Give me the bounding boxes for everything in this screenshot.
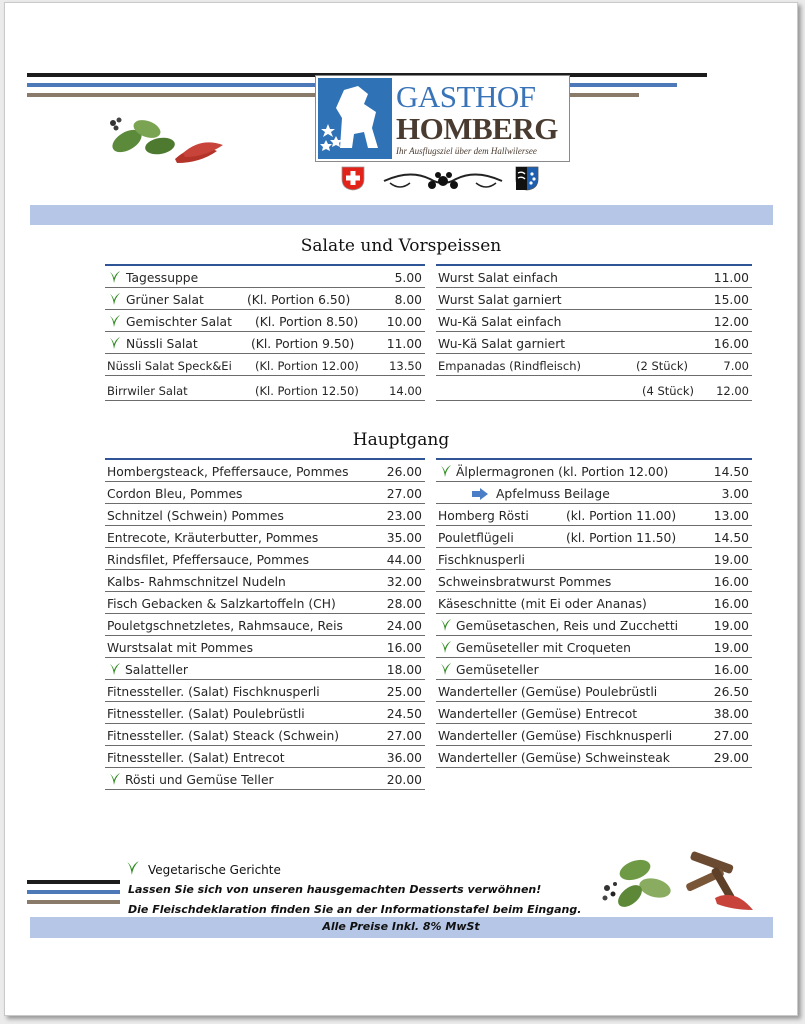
item-note: (4 Stück)	[642, 384, 695, 398]
menu-item	[105, 614, 425, 636]
item-price: 44.00	[386, 553, 422, 567]
item-price: 13.50	[389, 359, 422, 373]
item-note: (Kl. Portion 6.50)	[247, 293, 351, 307]
item-name: Gemüseteller mit Croqueten	[456, 641, 631, 655]
menu-item	[105, 724, 425, 746]
vegetarian-leaf-icon	[439, 640, 453, 654]
item-name: Wanderteller (Gemüse) Schweinsteak	[438, 751, 670, 765]
menu-item	[436, 614, 752, 636]
item-name: Fitnessteller. (Salat) Fischknusperli	[107, 685, 320, 699]
item-name: Gemischter Salat	[126, 315, 232, 329]
item-name: Apfelmuss Beilage	[496, 487, 610, 501]
menu-item	[436, 460, 752, 482]
item-name: Gemüseteller	[456, 663, 539, 677]
menu-item	[436, 636, 752, 658]
item-price: 16.00	[386, 641, 422, 655]
item-price: 7.00	[723, 359, 749, 373]
item-name: Homberg Rösti	[438, 509, 529, 523]
menu-item	[105, 746, 425, 768]
item-price: 18.00	[386, 663, 422, 677]
item-name: Wanderteller (Gemüse) Entrecot	[438, 707, 638, 721]
bottom-stripe-black	[27, 880, 120, 884]
item-price: 32.00	[386, 575, 422, 589]
item-price: 16.00	[713, 575, 749, 589]
item-price: 16.00	[713, 597, 749, 611]
menu-item	[105, 592, 425, 614]
menu-item	[436, 702, 752, 724]
item-note: (Kl. Portion 12.50)	[255, 384, 359, 398]
item-name: Pouletflügeli	[438, 531, 514, 545]
item-price: 20.00	[386, 773, 422, 787]
swiss-flag-icon	[340, 165, 366, 191]
logo-title-homberg: HOMBERG	[396, 111, 558, 146]
menu-item	[105, 460, 425, 482]
item-price: 27.00	[386, 487, 422, 501]
menu-item	[436, 724, 752, 746]
item-name: Nüssli Salat Speck&Ei	[107, 359, 232, 373]
menu-item	[105, 702, 425, 724]
item-price: 19.00	[713, 619, 749, 633]
canton-shield-icon	[514, 165, 540, 191]
item-name: Schnitzel (Schwein) Pommes	[107, 509, 284, 523]
spices-illustration	[595, 848, 755, 918]
item-price: 28.00	[386, 597, 422, 611]
lion-icon	[318, 78, 392, 159]
item-price: 24.00	[386, 619, 422, 633]
logo-title-gasthof: GASTHOF	[396, 79, 536, 114]
header-band	[30, 205, 773, 225]
vegetarian-leaf-icon	[108, 662, 122, 676]
menu-item	[105, 570, 425, 592]
item-price: 10.00	[386, 315, 422, 329]
menu-item	[105, 266, 425, 288]
item-name: Hombergsteack, Pfeffersauce, Pommes	[107, 465, 349, 479]
item-name: Fitnessteller. (Salat) Steack (Schwein)	[107, 729, 340, 743]
item-name: Älplermagronen (kl. Portion 12.00)	[456, 465, 669, 479]
item-name: Tagessuppe	[126, 271, 199, 285]
item-name: Birrwiler Salat	[107, 384, 188, 398]
meat-declaration-note: Die Fleischdeklaration finden Sie an der Informationstafel beim Eingang.	[128, 903, 582, 916]
item-price: 15.00	[713, 293, 749, 307]
menu-item	[436, 332, 752, 354]
menu-item	[436, 680, 752, 702]
item-name: Gemüsetaschen, Reis und Zucchetti	[456, 619, 679, 633]
item-name: Entrecote, Kräuterbutter, Pommes	[107, 531, 319, 545]
section-title-hauptgang: Hauptgang	[352, 430, 450, 450]
menu-item	[436, 746, 752, 768]
item-price: 36.00	[386, 751, 422, 765]
item-price: 27.00	[386, 729, 422, 743]
menu-item	[436, 504, 752, 526]
salate-left-column	[105, 264, 425, 401]
menu-item	[436, 266, 752, 288]
bottom-stripe-brown	[27, 900, 120, 904]
item-name: Wu-Kä Salat garniert	[438, 337, 566, 351]
item-price: 12.00	[716, 384, 749, 398]
item-price: 35.00	[386, 531, 422, 545]
item-note: (Kl. Portion 8.50)	[255, 315, 359, 329]
vegetarian-leaf-icon	[108, 314, 122, 328]
menu-item	[436, 548, 752, 570]
item-name: Nüssli Salat	[126, 337, 198, 351]
vegetarian-leaf-icon	[108, 336, 122, 350]
item-name: Rösti und Gemüse Teller	[125, 773, 274, 787]
item-note: (kl. Portion 11.00)	[566, 509, 677, 523]
menu-item	[105, 680, 425, 702]
vegetarian-leaf-icon	[439, 662, 453, 676]
section-title-salate: Salate und Vorspeissen	[300, 236, 502, 256]
item-name: Fitnessteller. (Salat) Poulebrüstli	[107, 707, 305, 721]
item-name: Wu-Kä Salat einfach	[438, 315, 562, 329]
lion-flag	[318, 78, 392, 159]
item-price: 38.00	[713, 707, 749, 721]
item-price: 12.00	[713, 315, 749, 329]
menu-item	[105, 482, 425, 504]
menu-item	[105, 376, 425, 401]
item-price: 26.50	[713, 685, 749, 699]
vegetarian-leaf-icon	[439, 464, 453, 478]
menu-item	[105, 354, 425, 376]
item-price: 16.00	[713, 337, 749, 351]
vegetarian-leaf-icon	[439, 618, 453, 632]
menu-item	[436, 288, 752, 310]
item-price: 23.00	[386, 509, 422, 523]
menu-item	[436, 526, 752, 548]
item-name: Wurst Salat garniert	[438, 293, 562, 307]
menu-item	[436, 354, 752, 376]
menu-item	[105, 768, 425, 790]
item-price: 11.00	[713, 271, 749, 285]
menu-item	[105, 526, 425, 548]
item-name: Wurst Salat einfach	[438, 271, 558, 285]
item-price: 27.00	[713, 729, 749, 743]
item-price: 25.00	[386, 685, 422, 699]
logo-tagline: Ihr Ausflugsziel über dem Hallwilersee	[396, 146, 537, 156]
item-price: 8.00	[394, 293, 422, 307]
menu-page	[4, 2, 798, 1016]
menu-item	[105, 310, 425, 332]
vegetarian-legend: Vegetarische Gerichte	[148, 863, 281, 877]
item-name: Fitnessteller. (Salat) Entrecot	[107, 751, 285, 765]
item-note: (Kl. Portion 9.50)	[251, 337, 355, 351]
salate-right-column	[436, 264, 752, 401]
menu-item	[436, 570, 752, 592]
menu-item	[105, 548, 425, 570]
vegetarian-leaf-icon	[108, 292, 122, 306]
item-price: 26.00	[386, 465, 422, 479]
price-note: Alle Preise Inkl. 8% MwSt	[322, 920, 480, 933]
arrow-right-icon	[471, 488, 489, 500]
hauptgang-right-column	[436, 458, 752, 768]
vegetarian-leaf-icon	[125, 860, 141, 876]
menu-item	[105, 332, 425, 354]
item-name: Wanderteller (Gemüse) Poulebrüstli	[438, 685, 658, 699]
item-price: 11.00	[386, 337, 422, 351]
item-name: Kalbs- Rahmschnitzel Nudeln	[107, 575, 286, 589]
item-name: Cordon Bleu, Pommes	[107, 487, 243, 501]
item-price: 14.00	[389, 384, 422, 398]
item-name: Salatteller	[125, 663, 188, 677]
menu-item	[436, 376, 752, 401]
vegetarian-leaf-icon	[108, 772, 122, 786]
vegetarian-leaf-icon	[108, 270, 122, 284]
gasthof-logo	[315, 75, 570, 162]
hauptgang-left-column	[105, 458, 425, 790]
menu-item	[436, 658, 752, 680]
item-name: Rindsfilet, Pfeffersauce, Pommes	[107, 553, 310, 567]
menu-item	[105, 504, 425, 526]
item-name: Empanadas (Rindfleisch)	[438, 359, 582, 373]
item-price: 16.00	[713, 663, 749, 677]
menu-item	[105, 288, 425, 310]
item-note: (kl. Portion 11.50)	[566, 531, 677, 545]
menu-item	[105, 636, 425, 658]
item-price: 3.00	[721, 487, 749, 501]
item-name: Fisch Gebacken & Salzkartoffeln (CH)	[107, 597, 336, 611]
item-price: 14.50	[713, 465, 749, 479]
menu-item	[436, 482, 752, 504]
item-price: 14.50	[713, 531, 749, 545]
item-name: Pouletgschnetzletes, Rahmsauce, Reis	[107, 619, 343, 633]
item-price: 13.00	[713, 509, 749, 523]
item-name: Käseschnitte (mit Ei oder Ananas)	[438, 597, 647, 611]
item-name: Fischknusperli	[438, 553, 525, 567]
item-note: (Kl. Portion 12.00)	[255, 359, 359, 373]
ornament-divider-icon	[380, 167, 506, 193]
item-name: Grüner Salat	[126, 293, 204, 307]
item-price: 24.50	[386, 707, 422, 721]
item-price: 19.00	[713, 641, 749, 655]
item-name: Schweinsbratwurst Pommes	[438, 575, 612, 589]
bottom-stripe-blue	[27, 890, 120, 894]
item-name: Wurstsalat mit Pommes	[107, 641, 253, 655]
item-price: 29.00	[713, 751, 749, 765]
menu-item	[436, 310, 752, 332]
item-price: 5.00	[394, 271, 422, 285]
menu-item	[436, 592, 752, 614]
dessert-note: Lassen Sie sich von unseren hausgemachten Desserts verwöhnen!	[128, 883, 542, 896]
item-price: 19.00	[713, 553, 749, 567]
herbs-illustration	[105, 111, 230, 171]
menu-item	[105, 658, 425, 680]
item-name: Wanderteller (Gemüse) Fischknusperli	[438, 729, 673, 743]
item-note: (2 Stück)	[636, 359, 689, 373]
